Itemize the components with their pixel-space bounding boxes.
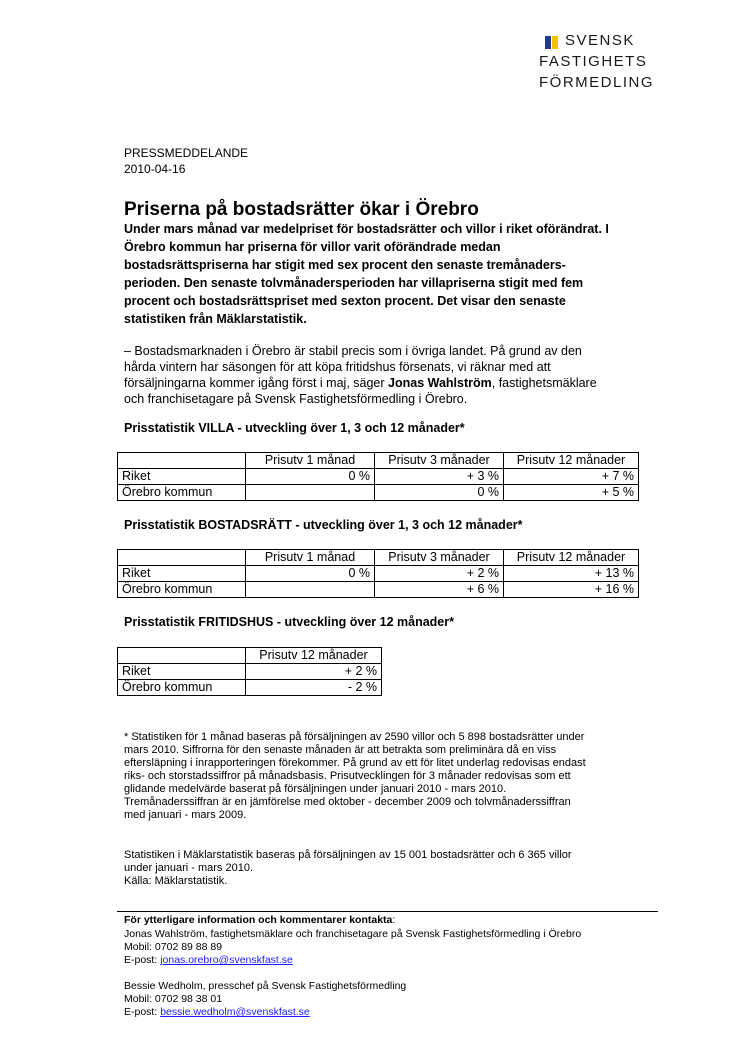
footnote-line: med januari - mars 2009. — [124, 809, 247, 821]
quote-line: hårda vintern har säsongen för att köpa fritidshus försenats, vi räknar med att — [124, 360, 551, 374]
table-row: Riket 0 % + 2 % + 13 % — [118, 566, 639, 582]
footnote-line: mars 2010. Siffrorna för den senaste månaden är att betrakta som preliminära då en viss — [124, 744, 557, 756]
logo-line-2: FASTIGHETS — [539, 53, 648, 70]
page-title: Priserna på bostadsrätter ökar i Örebro — [124, 199, 479, 220]
villa-table — [117, 452, 639, 501]
contact-2-title: Bessie Wedholm, presschef på Svensk Fastighetsförmedling — [124, 980, 407, 992]
lead-paragraph — [124, 220, 669, 328]
table-row: Riket 0 % + 3 % + 7 % — [118, 469, 639, 485]
contact-1-email-row: E-post: jonas.orebro@svenskfast.se — [124, 954, 293, 966]
table-row: Örebro kommun + 6 % + 16 % — [118, 582, 639, 598]
logo-line-1: SVENSK — [565, 32, 635, 49]
table-header-row: Prisutv 1 månad Prisutv 3 månader Prisutv 12 månader — [118, 453, 639, 469]
source-note — [124, 849, 664, 888]
lead-line: procent och bostadsrättspriset med sexton procent. Det visar den senaste — [124, 294, 566, 308]
table-header-row: Prisutv 1 månad Prisutv 3 månader Prisutv 12 månader — [118, 550, 639, 566]
footnote-line: Tremånaderssiffran är en jämförelse med oktober - december 2009 och tolvmånaderssiffran — [124, 796, 571, 808]
table-header-row: Prisutv 12 månader — [118, 648, 382, 664]
quote-paragraph — [124, 343, 669, 407]
lead-line: Örebro kommun har priserna för villor varit oförändrade medan — [124, 240, 501, 254]
contact-2-email-link[interactable]: bessie.wedholm@svenskfast.se — [160, 1006, 310, 1018]
fritidshus-table — [117, 647, 382, 696]
quote-line: försäljningarna kommer igång först i maj, säger Jonas Wahlström, fastighetsmäklare — [124, 376, 597, 390]
logo-line-3: FÖRMEDLING — [539, 74, 655, 91]
footnote-line: eftersläpning i inrapporteringen förekommer. På grund av ett för litet underlag redovisas endast — [124, 757, 586, 769]
footnote-line: glidande medelvärde baserat på försäljningen under januari 2010 - mars 2010. — [124, 783, 507, 795]
quote-line: – Bostadsmarknaden i Örebro är stabil precis som i övriga landet. På grund av den — [124, 344, 582, 358]
contact-2-mobile: Mobil: 0702 98 38 01 — [124, 993, 223, 1005]
lead-line: Under mars månad var medelpriset för bostadsrätter och villor i riket oförändrat. I — [124, 222, 609, 236]
bostadsratt-table — [117, 549, 639, 598]
lead-line: statistiken från Mäklarstatistik. — [124, 312, 307, 326]
document-date: 2010-04-16 — [124, 162, 186, 176]
contact-1-title: Jonas Wahlström, fastighetsmäklare och franchisetagare på Svensk Fastighetsförmedling i Örebro — [124, 928, 582, 940]
fritidshus-heading: Prisstatistik FRITIDSHUS - utveckling över 12 månader* — [124, 615, 454, 629]
source-line: Källa: Mäklarstatistik. — [124, 875, 228, 887]
quoted-person: Jonas Wahlström — [388, 376, 492, 390]
footnote-line: * Statistiken för 1 månad baseras på försäljningen av 2590 villor och 5 898 bostadsrätter under — [124, 731, 585, 743]
contact-heading: För ytterligare information och kommentarer kontakta: — [124, 914, 396, 926]
source-line: Statistiken i Mäklarstatistik baseras på försäljningen av 15 001 bostadsrätter och 6 365 villor — [124, 849, 572, 861]
bostadsratt-heading: Prisstatistik BOSTADSRÄTT - utveckling över 1, 3 och 12 månader* — [124, 518, 523, 532]
company-logo — [541, 30, 661, 110]
document-type: PRESSMEDDELANDE — [124, 146, 249, 160]
table-row: Örebro kommun - 2 % — [118, 680, 382, 696]
contact-1-email-link[interactable]: jonas.orebro@svenskfast.se — [160, 954, 293, 966]
swedish-flag-icon — [545, 36, 558, 49]
footnote — [124, 731, 664, 822]
villa-heading: Prisstatistik VILLA - utveckling över 1, 3 och 12 månader* — [124, 421, 465, 435]
contact-2-email-row: E-post: bessie.wedholm@svenskfast.se — [124, 1006, 310, 1018]
lead-line: bostadsrättspriserna har stigit med sex procent den senaste tremånaders- — [124, 258, 566, 272]
source-line: under januari - mars 2010. — [124, 862, 254, 874]
table-row: Örebro kommun 0 % + 5 % — [118, 485, 639, 501]
footnote-line: riks- och storstadssiffror på månadsbasis. Prisutvecklingen för 3 månader redovisas som ett — [124, 770, 571, 782]
lead-line: perioden. Den senaste tolvmånadersperioden har villapriserna stigit med fem — [124, 276, 584, 290]
contact-1-mobile: Mobil: 0702 89 88 89 — [124, 941, 223, 953]
divider — [117, 911, 658, 912]
table-row: Riket + 2 % — [118, 664, 382, 680]
quote-line: och franchisetagare på Svensk Fastighetsförmedling i Örebro. — [124, 392, 468, 406]
